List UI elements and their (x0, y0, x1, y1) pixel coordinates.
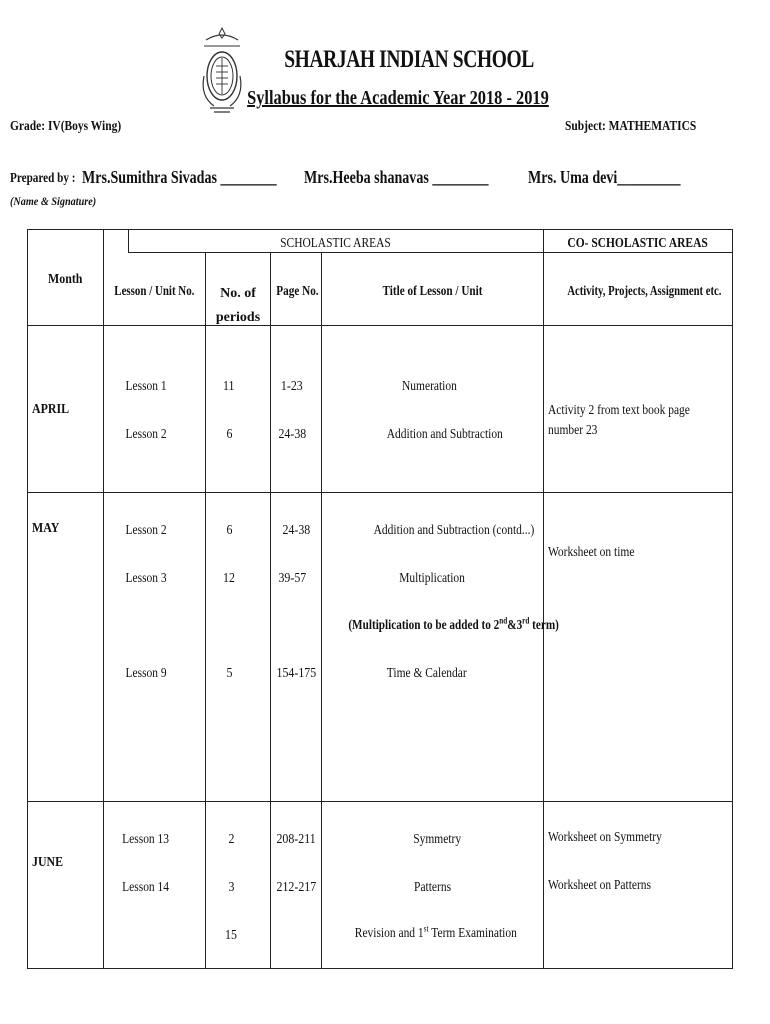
periods-cell: 6 (226, 427, 232, 442)
month-april: APRIL (32, 402, 70, 417)
page-cell: 208-211 (276, 832, 316, 847)
page-header: Page No. (276, 284, 319, 299)
scholastic-areas-header: SCHOLASTIC AREAS (280, 236, 391, 251)
multiplication-note: (Multiplication to be added to 2nd&3rd term) (348, 615, 559, 633)
page-cell: 24-38 (278, 427, 306, 442)
lesson-header: Lesson / Unit No. (114, 284, 195, 299)
prepared-by-label: Prepared by : (10, 171, 76, 186)
periods-cell: 3 (228, 880, 234, 895)
lesson-cell: Lesson 9 (125, 666, 167, 681)
title-cell: Addition and Subtraction (386, 427, 504, 442)
periods-cell: 11 (223, 379, 235, 394)
lesson-cell: Lesson 3 (125, 571, 167, 586)
periods-cell: 12 (223, 571, 235, 586)
page-cell: 24-38 (282, 523, 310, 538)
lesson-cell: Lesson 2 (125, 523, 167, 538)
periods-cell: 15 (225, 928, 237, 943)
teacher-name-3: Mrs. Uma devi_________ (528, 167, 681, 187)
periods-header: No. of periods (215, 286, 261, 325)
month-june: JUNE (32, 855, 64, 870)
school-name: SHARJAH INDIAN SCHOOL (284, 46, 534, 73)
title-cell: Patterns (414, 880, 452, 895)
page-cell: 39-57 (278, 571, 306, 586)
lesson-cell: Lesson 2 (125, 427, 167, 442)
revision-title-cell: Revision and 1st Term Examination (354, 923, 518, 941)
periods-cell: 6 (226, 523, 232, 538)
periods-cell: 5 (226, 666, 232, 681)
activity-cell: Worksheet on time (548, 545, 635, 560)
grade-label: Grade: IV(Boys Wing) (10, 119, 122, 134)
lesson-cell: Lesson 14 (122, 880, 170, 895)
name-signature-note: (Name & Signature) (10, 194, 97, 208)
title-cell: Numeration (401, 379, 457, 394)
lesson-cell: Lesson 13 (122, 832, 170, 847)
teacher-name-1: Mrs.Sumithra Sivadas ________ (82, 167, 277, 187)
activity-cell: Worksheet on Patterns (548, 878, 652, 893)
title-header: Title of Lesson / Unit (382, 284, 483, 299)
teacher-name-2: Mrs.Heeba shanavas ________ (304, 167, 489, 187)
title-cell: Symmetry (413, 832, 461, 847)
syllabus-title: Syllabus for the Academic Year 2018 - 2019 (247, 87, 549, 109)
activity-header: Activity, Projects, Assignment etc. (567, 284, 722, 299)
activity-cell: Worksheet on Symmetry (548, 830, 662, 845)
page-cell: 1-23 (281, 379, 303, 394)
co-scholastic-areas-header: CO- SCHOLASTIC AREAS (567, 236, 708, 251)
title-cell: Addition and Subtraction (contd...) (373, 523, 535, 538)
lesson-cell: Lesson 1 (125, 379, 167, 394)
month-header: Month (47, 272, 83, 287)
subject-label: Subject: MATHEMATICS (565, 119, 697, 134)
activity-cell: Activity 2 from text book page number 23 (548, 403, 690, 438)
title-cell: Multiplication (399, 571, 465, 586)
page-cell: 154-175 (276, 666, 316, 681)
periods-cell: 2 (228, 832, 234, 847)
month-may: MAY (32, 521, 60, 536)
title-cell: Time & Calendar (387, 666, 467, 681)
page-cell: 212-217 (276, 880, 316, 895)
